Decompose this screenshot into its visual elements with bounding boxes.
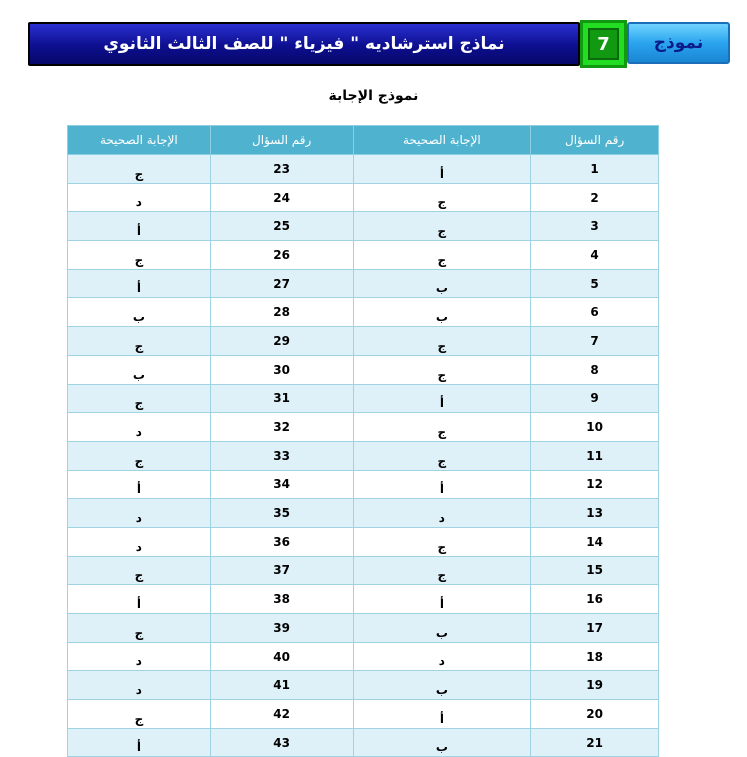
table-row bbox=[68, 183, 659, 212]
question-number-cell: 42 bbox=[210, 700, 353, 729]
table-row bbox=[68, 155, 659, 184]
question-number-cell: 31 bbox=[210, 384, 353, 413]
correct-answer-cell: أ bbox=[68, 585, 211, 614]
correct-answer-cell: ج bbox=[68, 700, 211, 729]
table-row bbox=[68, 441, 659, 470]
question-number-cell: 15 bbox=[531, 556, 659, 585]
correct-answer-cell: ج bbox=[353, 441, 531, 470]
table-row bbox=[68, 298, 659, 327]
question-number-cell: 34 bbox=[210, 470, 353, 499]
answer-key-heading: نموذج الإجابة bbox=[328, 88, 419, 104]
question-number-cell: 35 bbox=[210, 499, 353, 528]
correct-answer-cell: ب bbox=[68, 355, 211, 384]
correct-answer-cell: د bbox=[68, 499, 211, 528]
question-number-cell: 2 bbox=[531, 183, 659, 212]
correct-answer-cell: ج bbox=[68, 614, 211, 643]
table-row bbox=[68, 241, 659, 270]
question-number-cell: 25 bbox=[210, 212, 353, 241]
question-number-cell: 19 bbox=[531, 671, 659, 700]
question-number-cell: 24 bbox=[210, 183, 353, 212]
question-number-cell: 18 bbox=[531, 642, 659, 671]
correct-answer-cell: د bbox=[353, 642, 531, 671]
correct-answer-cell: ب bbox=[68, 298, 211, 327]
table-row bbox=[68, 269, 659, 298]
question-number-cell: 23 bbox=[210, 155, 353, 184]
correct-answer-cell: أ bbox=[68, 269, 211, 298]
title-banner bbox=[28, 22, 580, 66]
table-row bbox=[68, 499, 659, 528]
correct-answer-cell: ج bbox=[353, 355, 531, 384]
question-number-cell: 32 bbox=[210, 413, 353, 442]
question-number-cell: 5 bbox=[531, 269, 659, 298]
correct-answer-cell: أ bbox=[353, 384, 531, 413]
correct-answer-cell: ب bbox=[353, 728, 531, 757]
question-number-cell: 3 bbox=[531, 212, 659, 241]
question-number-cell: 11 bbox=[531, 441, 659, 470]
correct-answer-cell: ب bbox=[353, 269, 531, 298]
question-number-cell: 29 bbox=[210, 327, 353, 356]
correct-answer-cell: د bbox=[353, 499, 531, 528]
page-title: نماذج استرشاديه " فيزياء " للصف الثالث الثانوي bbox=[103, 34, 505, 54]
table-row bbox=[68, 585, 659, 614]
question-number-cell: 13 bbox=[531, 499, 659, 528]
question-number-cell: 33 bbox=[210, 441, 353, 470]
question-number-cell: 6 bbox=[531, 298, 659, 327]
correct-answer-cell: ج bbox=[353, 527, 531, 556]
question-number-cell: 38 bbox=[210, 585, 353, 614]
correct-answer-cell: ج bbox=[353, 327, 531, 356]
table-row bbox=[68, 614, 659, 643]
question-number-cell: 20 bbox=[531, 700, 659, 729]
table-row bbox=[68, 671, 659, 700]
question-number-cell: 12 bbox=[531, 470, 659, 499]
model-number-box bbox=[580, 20, 627, 68]
correct-answer-cell: ج bbox=[68, 241, 211, 270]
correct-answer-cell: ج bbox=[68, 327, 211, 356]
question-number-cell: 10 bbox=[531, 413, 659, 442]
correct-answer-cell: أ bbox=[353, 585, 531, 614]
table-row bbox=[68, 527, 659, 556]
question-number-cell: 8 bbox=[531, 355, 659, 384]
question-number-cell: 17 bbox=[531, 614, 659, 643]
header-correct-answer-2: الإجابة الصحيحة bbox=[68, 126, 211, 155]
question-number-cell: 16 bbox=[531, 585, 659, 614]
model-label-button[interactable]: نموذج bbox=[627, 22, 730, 64]
correct-answer-cell: ب bbox=[353, 614, 531, 643]
correct-answer-cell: ب bbox=[353, 671, 531, 700]
correct-answer-cell: د bbox=[68, 183, 211, 212]
correct-answer-cell: ب bbox=[353, 298, 531, 327]
correct-answer-cell: ج bbox=[68, 155, 211, 184]
question-number-cell: 28 bbox=[210, 298, 353, 327]
question-number-cell: 40 bbox=[210, 642, 353, 671]
correct-answer-cell: ج bbox=[353, 413, 531, 442]
table-row bbox=[68, 470, 659, 499]
table-row bbox=[68, 700, 659, 729]
correct-answer-cell: د bbox=[68, 671, 211, 700]
question-number-cell: 41 bbox=[210, 671, 353, 700]
table-row bbox=[68, 384, 659, 413]
table-row bbox=[68, 642, 659, 671]
correct-answer-cell: د bbox=[68, 413, 211, 442]
question-number-cell: 14 bbox=[531, 527, 659, 556]
question-number-cell: 39 bbox=[210, 614, 353, 643]
question-number-cell: 26 bbox=[210, 241, 353, 270]
model-number: 7 bbox=[588, 28, 619, 60]
correct-answer-cell: ج bbox=[353, 241, 531, 270]
question-number-cell: 30 bbox=[210, 355, 353, 384]
correct-answer-cell: ج bbox=[68, 384, 211, 413]
answer-table bbox=[67, 125, 659, 757]
header-question-number-1: رقم السؤال bbox=[531, 126, 659, 155]
correct-answer-cell: ج bbox=[353, 212, 531, 241]
table-row bbox=[68, 728, 659, 757]
table-row bbox=[68, 413, 659, 442]
correct-answer-cell: أ bbox=[68, 212, 211, 241]
question-number-cell: 37 bbox=[210, 556, 353, 585]
question-number-cell: 9 bbox=[531, 384, 659, 413]
header-question-number-2: رقم السؤال bbox=[210, 126, 353, 155]
question-number-cell: 1 bbox=[531, 155, 659, 184]
correct-answer-cell: د bbox=[68, 527, 211, 556]
table-row bbox=[68, 212, 659, 241]
question-number-cell: 21 bbox=[531, 728, 659, 757]
correct-answer-cell: ج bbox=[68, 441, 211, 470]
correct-answer-cell: ج bbox=[353, 556, 531, 585]
question-number-cell: 43 bbox=[210, 728, 353, 757]
correct-answer-cell: ج bbox=[353, 183, 531, 212]
correct-answer-cell: أ bbox=[68, 470, 211, 499]
correct-answer-cell: أ bbox=[353, 700, 531, 729]
correct-answer-cell: أ bbox=[68, 728, 211, 757]
correct-answer-cell: ج bbox=[68, 556, 211, 585]
table-row bbox=[68, 355, 659, 384]
correct-answer-cell: أ bbox=[353, 470, 531, 499]
question-number-cell: 36 bbox=[210, 527, 353, 556]
header-correct-answer-1: الإجابة الصحيحة bbox=[353, 126, 531, 155]
question-number-cell: 27 bbox=[210, 269, 353, 298]
table-row bbox=[68, 556, 659, 585]
question-number-cell: 4 bbox=[531, 241, 659, 270]
question-number-cell: 7 bbox=[531, 327, 659, 356]
table-row bbox=[68, 327, 659, 356]
table-header-row bbox=[68, 126, 659, 155]
correct-answer-cell: أ bbox=[353, 155, 531, 184]
correct-answer-cell: د bbox=[68, 642, 211, 671]
